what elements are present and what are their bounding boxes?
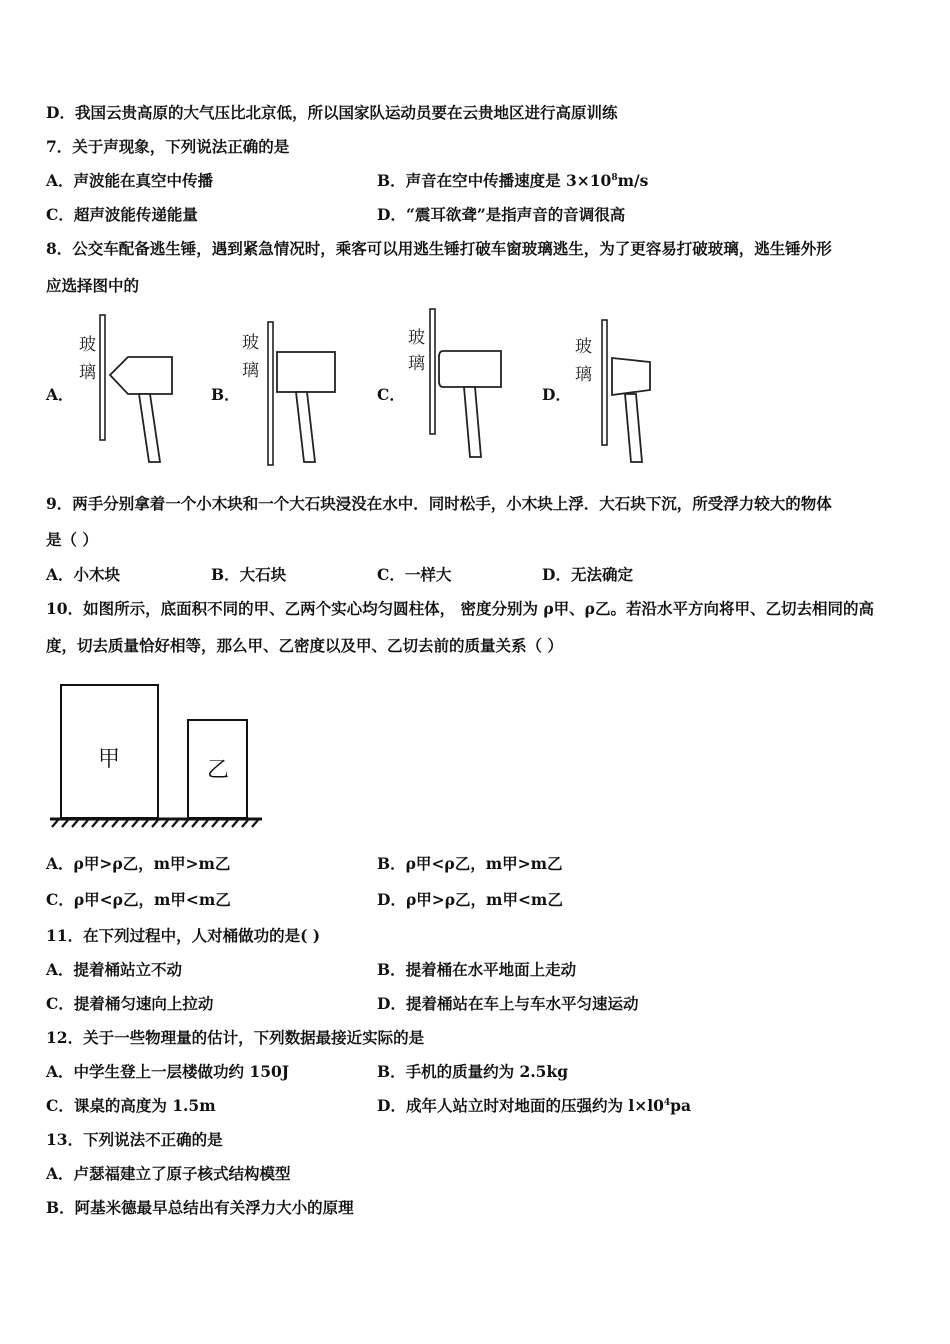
q13-option-a: A．卢瑟福建立了原子核式结构模型: [46, 1164, 291, 1183]
hammer-c-icon: [377, 305, 517, 470]
q12-option-d-exponent: 4: [663, 1097, 671, 1108]
q9-stem-line1: 9．两手分别拿着一个小木块和一个大石块浸没在水中．同时松手，小木块上浮．大石块下沉，所受浮力较大的物体: [46, 494, 832, 513]
q11-option-a: A．提着桶站立不动: [46, 960, 183, 979]
q6-option-d: D．我国云贵高原的大气压比北京低，所以国家队运动员要在云贵地区进行高原训练: [46, 103, 618, 122]
q7-stem: 7．关于声现象，下列说法正确的是: [46, 137, 290, 156]
q7-option-b-text: B．声音在空中传播速度是 3×10: [377, 171, 612, 190]
hammer-a-icon: [46, 310, 186, 470]
q12-option-b: B．手机的质量约为 2.5kg: [377, 1062, 569, 1081]
q10-stem-line1: 10．如图所示，底面积不同的甲、乙两个实心均匀圆柱体， 密度分别为 ρ甲、ρ乙。若沿水平方向将甲、乙切去相同的高: [46, 599, 874, 618]
q8-label-c: C．: [377, 385, 405, 404]
q8-a-glass-char2: 璃: [79, 363, 96, 383]
hammer-b-icon: [211, 310, 351, 470]
q8-figure-d: [542, 310, 682, 470]
q8-d-glass-char2: 璃: [575, 365, 592, 385]
q9-stem-line2: 是（ ）: [46, 530, 98, 549]
q12-option-d: [377, 1096, 691, 1116]
q10-option-a: A．ρ甲>ρ乙，m甲>m乙: [46, 854, 231, 873]
q12-option-d-text: D．成年人站立时对地面的压强约为 l×l0: [377, 1096, 664, 1115]
q8-label-b: B．: [211, 385, 240, 404]
q8-figure-b: [211, 310, 351, 470]
hammer-d-icon: [542, 310, 682, 470]
q9-option-d: D．无法确定: [542, 565, 633, 584]
q9-option-b: B．大石块: [211, 565, 287, 584]
q8-label-d: D．: [542, 385, 571, 404]
q8-figure-c: [377, 305, 517, 470]
q8-c-glass-char1: 玻: [408, 328, 425, 348]
q10-option-d: D．ρ甲>ρ乙，m甲<m乙: [377, 890, 563, 909]
q8-c-glass-char2: 璃: [408, 354, 425, 374]
q12-option-c: C．课桌的高度为 1.5m: [46, 1096, 216, 1115]
q12-option-a: A．中学生登上一层楼做功约 150J: [46, 1062, 290, 1081]
box-jia-label: 甲: [97, 747, 121, 772]
cylinders-diagram: [46, 680, 266, 832]
q12-stem: 12．关于一些物理量的估计，下列数据最接近实际的是: [46, 1028, 425, 1047]
q7-option-d: D．“震耳欲聋”是指声音的音调很高: [377, 205, 626, 224]
q7-option-b: [377, 171, 648, 191]
q7-option-a: A．声波能在真空中传播: [46, 171, 214, 190]
q9-option-c: C．一样大: [377, 565, 452, 584]
q10-option-c: C．ρ甲<ρ乙，m甲<m乙: [46, 890, 231, 909]
q7-option-b-exponent: 8: [611, 172, 618, 183]
q8-b-glass-char1: 玻: [242, 333, 259, 353]
q10-stem-line2: 度，切去质量恰好相等，那么甲、乙密度以及甲、乙切去前的质量关系（ ）: [46, 636, 563, 655]
q8-b-glass-char2: 璃: [242, 361, 259, 381]
ground-hatch: [52, 820, 258, 827]
q8-d-glass-char1: 玻: [575, 337, 592, 357]
q8-stem-line2: 应选择图中的: [46, 276, 140, 295]
box-yi-label: 乙: [206, 758, 230, 783]
q11-stem: 11．在下列过程中，人对桶做功的是( ): [46, 926, 321, 945]
q9-option-a: A．小木块: [46, 565, 121, 584]
q11-option-b: B．提着桶在水平地面上走动: [377, 960, 577, 979]
q8-label-a: A．: [46, 385, 74, 404]
q10-option-b: B．ρ甲<ρ乙，m甲>m乙: [377, 854, 563, 873]
q7-option-b-unit: m/s: [617, 171, 649, 190]
q10-figure: [46, 680, 266, 832]
q8-stem-line1: 8．公交车配备逃生锤，遇到紧急情况时，乘客可以用逃生锤打破车窗玻璃逃生，为了更容易打破玻璃，逃生锤外形: [46, 239, 832, 258]
q13-option-b: B．阿基米德最早总结出有关浮力大小的原理: [46, 1198, 354, 1217]
q7-option-c: C．超声波能传递能量: [46, 205, 198, 224]
q11-option-c: C．提着桶匀速向上拉动: [46, 994, 214, 1013]
q11-option-d: D．提着桶站在车上与车水平匀速运动: [377, 994, 639, 1013]
q8-figure-a: [46, 310, 186, 470]
q8-a-glass-char1: 玻: [79, 335, 96, 355]
q13-stem: 13．下列说法不正确的是: [46, 1130, 223, 1149]
q12-option-d-unit: pa: [670, 1096, 692, 1115]
